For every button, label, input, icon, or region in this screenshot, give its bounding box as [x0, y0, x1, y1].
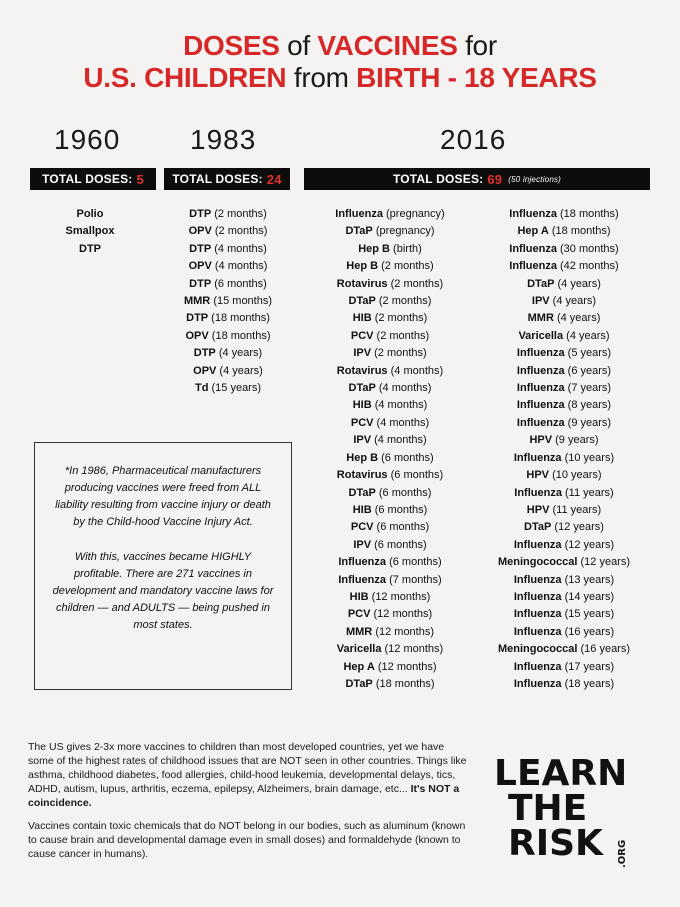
vaccine-dose-row	[484, 659, 644, 676]
vaccine-name: HIB	[349, 590, 369, 603]
vaccine-dose-row	[310, 363, 470, 380]
vaccine-dose-row	[484, 502, 644, 519]
dose-timing: (15 years)	[561, 608, 615, 621]
logo-the: THE	[508, 788, 588, 829]
vaccine-dose-row	[310, 641, 470, 658]
dose-timing: (7 years)	[564, 382, 612, 395]
vaccine-name: Influenza	[509, 208, 557, 220]
vaccine-dose-row	[484, 293, 644, 310]
vaccine-dose-row	[310, 572, 470, 589]
vaccine-name: DTP	[79, 242, 101, 255]
total-number: 69	[487, 171, 503, 187]
vaccine-dose-row	[40, 223, 140, 240]
vaccine-dose-row	[310, 223, 470, 240]
year-1960: 1960	[54, 124, 121, 155]
dose-timing: (18 months)	[372, 677, 435, 690]
vaccine-name: Influenza	[516, 364, 565, 377]
vaccine-dose-row	[310, 380, 470, 397]
vaccine-dose-row	[310, 467, 470, 484]
vaccine-name: Influenza	[513, 590, 562, 603]
dose-timing: (9 years)	[552, 434, 599, 447]
dose-timing: (4 years)	[215, 347, 263, 360]
dose-timing: (pregnancy)	[372, 225, 435, 238]
vaccine-dose-row	[484, 432, 644, 449]
vaccine-name: PCV	[350, 521, 374, 534]
dose-timing: (4 months)	[371, 434, 427, 447]
dose-timing: (5 years)	[564, 347, 612, 360]
dose-timing: (6 months)	[371, 503, 428, 516]
bottom-p1-strong: It's NOT a coincidence.	[28, 783, 460, 809]
vaccine-dose-row	[484, 537, 644, 554]
dose-timing: (6 months)	[387, 469, 444, 482]
dose-timing: (9 years)	[564, 416, 612, 429]
dose-timing: (18 months)	[208, 312, 270, 325]
vaccine-dose-row	[162, 328, 294, 345]
dose-timing: (4 months)	[211, 260, 268, 273]
liability-note-p2: With this, vaccines became HIGHLY profitable. There are 271 vaccines in development and mandatory vaccine laws for children — and ADULTS — being pushed in most states.	[52, 551, 274, 631]
vaccine-dose-row	[484, 328, 644, 345]
dose-timing: (12 years)	[561, 538, 615, 551]
vaccine-name: HPV	[526, 469, 550, 482]
vaccine-name: DTP	[189, 277, 212, 290]
dose-timing: (2 months)	[375, 295, 432, 308]
learn-the-risk-logo	[494, 753, 634, 868]
dose-timing: (6 months)	[386, 556, 442, 569]
vaccine-name: Influenza	[338, 556, 387, 569]
title-for: for	[457, 30, 497, 61]
dose-timing: (18 months)	[548, 225, 611, 238]
dose-timing: (pregnancy)	[382, 208, 445, 220]
vaccine-dose-row	[310, 206, 470, 223]
vaccine-name: Rotavirus	[336, 277, 388, 290]
vaccine-name: Influenza	[516, 347, 565, 360]
vaccine-dose-row	[162, 276, 294, 293]
vaccine-dose-row	[162, 206, 294, 223]
vaccine-dose-row	[310, 502, 470, 519]
vaccine-dose-row	[484, 519, 644, 536]
vaccine-name: PCV	[347, 608, 371, 621]
bottom-text	[28, 740, 468, 870]
total-doses-1983	[164, 168, 290, 190]
vaccine-name: Td	[194, 382, 209, 395]
dose-timing: (4 months)	[211, 242, 267, 255]
vaccine-dose-row	[310, 276, 470, 293]
vaccine-name: DTP	[186, 312, 209, 325]
vaccine-name: Hep B	[358, 242, 390, 255]
vaccine-name: OPV	[185, 329, 209, 342]
dose-timing: (4 years)	[553, 312, 601, 325]
vaccine-dose-row	[310, 310, 470, 327]
dose-timing: (7 months)	[386, 573, 442, 586]
dose-timing: (4 years)	[216, 364, 263, 377]
dose-timing: (4 months)	[371, 399, 428, 412]
vaccine-dose-row	[310, 432, 470, 449]
dose-timing: (4 years)	[563, 329, 610, 342]
total-label: TOTAL DOSES:	[392, 172, 484, 186]
dose-timing: (12 months)	[370, 608, 433, 621]
liability-note-p1: *In 1986, Pharmaceutical manufacturers producing vaccines were freed from ALL liability resulting from vaccine injury or death by the Child-hood Vaccine Injury Act.	[55, 465, 271, 528]
vaccine-name: HIB	[352, 399, 372, 412]
vaccine-dose-row	[310, 328, 470, 345]
vaccine-dose-row	[484, 363, 644, 380]
dose-timing: (6 months)	[373, 521, 430, 534]
vaccine-name: PCV	[350, 329, 374, 342]
vaccine-dose-row	[484, 345, 644, 362]
vaccine-name: HIB	[352, 503, 372, 516]
vaccine-dose-row	[310, 258, 470, 275]
dose-timing: (12 months)	[372, 625, 435, 638]
dose-timing: (4 months)	[375, 382, 432, 395]
vaccine-dose-row	[162, 310, 294, 327]
dose-timing: (4 years)	[554, 277, 601, 290]
vaccine-name: DTaP	[348, 486, 376, 499]
liability-note-box	[34, 442, 292, 690]
vaccine-dose-row	[310, 415, 470, 432]
dose-timing: (18 years)	[561, 677, 615, 690]
vaccine-name: Influenza	[509, 260, 557, 273]
vaccine-name: Hep B	[346, 260, 379, 273]
dose-timing: (10 years)	[561, 451, 615, 464]
dose-timing: (12 years)	[577, 556, 631, 569]
dose-timing: (15 years)	[208, 382, 262, 395]
vaccine-dose-row	[310, 537, 470, 554]
title-of: of	[279, 30, 318, 61]
vaccine-dose-row	[484, 554, 644, 571]
total-label: TOTAL DOSES:	[42, 172, 133, 186]
dose-timing: (18 months)	[556, 208, 619, 220]
dose-timing: (4 months)	[387, 364, 444, 377]
vaccine-dose-row	[162, 223, 294, 240]
vaccine-dose-row	[484, 450, 644, 467]
vaccine-dose-row	[310, 397, 470, 414]
dose-timing: (6 months)	[211, 277, 267, 290]
vaccine-name: DTaP	[524, 521, 552, 534]
dose-timing: (12 years)	[551, 521, 604, 534]
title-vaccines: VACCINES	[317, 30, 458, 61]
vaccine-dose-row	[162, 345, 294, 362]
vaccine-name: Varicella	[518, 329, 564, 342]
vaccine-dose-row	[484, 258, 644, 275]
dose-timing: (16 years)	[577, 643, 631, 656]
dose-timing: (12 months)	[368, 590, 431, 603]
vaccine-dose-row	[484, 241, 644, 258]
dose-timing: (4 years)	[549, 295, 597, 308]
vaccine-name: Polio	[76, 208, 104, 220]
vaccine-name: Meningococcal	[497, 556, 578, 569]
dose-timing: (4 months)	[373, 416, 430, 429]
vaccine-dose-row	[484, 415, 644, 432]
vaccine-name: Rotavirus	[336, 364, 388, 377]
vaccine-dose-row	[484, 624, 644, 641]
total-number: 24	[266, 171, 282, 187]
vaccine-name: Hep A	[517, 225, 549, 238]
vaccine-name: HPV	[526, 503, 550, 516]
vaccine-name: IPV	[353, 347, 372, 360]
dose-timing: (birth)	[390, 242, 422, 255]
vaccine-dose-row	[484, 641, 644, 658]
vaccine-dose-row	[484, 676, 644, 693]
vaccine-name: DTP	[189, 242, 212, 255]
vaccine-name: Meningococcal	[497, 643, 578, 656]
vaccine-name: Hep B	[346, 451, 379, 464]
dose-timing: (15 months)	[210, 295, 273, 308]
vaccine-dose-row	[484, 572, 644, 589]
vaccine-dose-row	[310, 624, 470, 641]
vaccine-dose-row	[162, 293, 294, 310]
vaccine-dose-row	[310, 485, 470, 502]
dose-timing: (2 months)	[373, 329, 430, 342]
schedule-1960	[40, 206, 140, 258]
total-doses-2016	[304, 168, 650, 190]
vaccine-name: DTaP	[527, 277, 555, 290]
vaccine-dose-row	[162, 241, 294, 258]
vaccine-dose-row	[310, 450, 470, 467]
vaccine-dose-row	[310, 293, 470, 310]
year-1983: 1983	[190, 124, 257, 155]
vaccine-name: OPV	[193, 364, 217, 377]
vaccine-dose-row	[484, 310, 644, 327]
dose-timing: (12 months)	[374, 660, 437, 673]
dose-timing: (14 years)	[561, 590, 615, 603]
vaccine-name: DTaP	[345, 677, 373, 690]
dose-timing: (42 months)	[556, 260, 619, 273]
dose-timing: (2 months)	[211, 225, 268, 238]
dose-timing: (6 years)	[564, 364, 612, 377]
vaccine-dose-row	[310, 554, 470, 571]
dose-timing: (12 months)	[381, 643, 444, 656]
vaccine-name: Influenza	[516, 416, 565, 429]
dose-timing: (8 years)	[564, 399, 612, 412]
total-doses-1960	[30, 168, 156, 190]
dose-timing: (2 months)	[387, 277, 444, 290]
vaccine-name: Hep A	[343, 660, 375, 673]
vaccine-name: HIB	[352, 312, 372, 325]
vaccine-dose-row	[310, 659, 470, 676]
vaccine-name: Influenza	[513, 451, 562, 464]
total-number: 5	[136, 171, 144, 187]
vaccine-name: Influenza	[513, 660, 562, 673]
logo-org: .ORG	[617, 839, 628, 868]
vaccine-name: Influenza	[338, 573, 387, 586]
vaccine-name: Varicella	[336, 643, 382, 656]
year-2016: 2016	[440, 124, 507, 155]
vaccine-dose-row	[310, 345, 470, 362]
vaccine-dose-row	[310, 606, 470, 623]
vaccine-dose-row	[162, 363, 294, 380]
title-us-children: U.S. CHILDREN	[83, 62, 287, 93]
vaccine-name: PCV	[350, 416, 374, 429]
vaccine-dose-row	[310, 676, 470, 693]
vaccine-name: Influenza	[513, 538, 562, 551]
vaccine-name: IPV	[531, 295, 550, 308]
vaccine-dose-row	[484, 276, 644, 293]
dose-timing: (2 months)	[378, 260, 434, 273]
total-label: TOTAL DOSES:	[172, 172, 263, 186]
vaccine-name: DTaP	[345, 225, 373, 238]
dose-timing: (6 months)	[375, 486, 432, 499]
title-birth-18: BIRTH - 18 YEARS	[356, 62, 597, 93]
vaccine-dose-row	[484, 467, 644, 484]
schedule-2016-left	[310, 206, 470, 693]
dose-timing: (16 years)	[561, 625, 615, 638]
poster-title	[0, 30, 680, 94]
vaccine-dose-row	[162, 380, 294, 397]
dose-timing: (17 years)	[561, 660, 615, 673]
bottom-paragraph-1	[28, 740, 468, 810]
vaccine-dose-row	[484, 606, 644, 623]
dose-timing: (6 months)	[371, 538, 427, 551]
dose-timing: (10 years)	[549, 469, 602, 482]
vaccine-name: DTaP	[348, 382, 376, 395]
vaccine-name: DTaP	[348, 295, 376, 308]
vaccine-dose-row	[40, 206, 140, 223]
vaccine-name: IPV	[353, 538, 372, 551]
vaccine-dose-row	[484, 589, 644, 606]
dose-timing: (2 months)	[211, 208, 267, 220]
vaccine-name: Influenza	[514, 486, 562, 499]
vaccine-dose-row	[40, 241, 140, 258]
dose-timing: (2 months)	[371, 312, 428, 325]
vaccine-name: Rotavirus	[336, 469, 388, 482]
vaccine-name: Influenza	[513, 608, 562, 621]
dose-timing: (11 years)	[549, 503, 602, 516]
vaccine-name: MMR	[183, 295, 211, 308]
bottom-p1-text: The US gives 2-3x more vaccines to children than most developed countries, yet we have some of the highest rates of childhood issues that are NOT seen in other countries. Things like asthma, childhood diabetes, food allergies, child-hood leukemia, developmental delays, tics, ADHD, autism, lupus, arthritis, eczema, epilepsy, Alzheimers, brain damage, etc...	[28, 741, 467, 795]
vaccine-name: Influenza	[516, 382, 565, 395]
logo-learn: LEARN	[494, 753, 628, 794]
vaccine-name: IPV	[353, 434, 372, 447]
schedule-2016-right	[484, 206, 644, 693]
vaccine-name: Influenza	[509, 242, 557, 255]
vaccine-dose-row	[484, 397, 644, 414]
schedule-1983	[162, 206, 294, 397]
bottom-paragraph-2: Vaccines contain toxic chemicals that do NOT belong in our bodies, such as aluminum (known to cause brain and developmental damage even in small doses) and formaldehyde (known to cause cancer in humans).	[28, 820, 466, 860]
vaccine-name: MMR	[527, 312, 554, 325]
vaccine-name: OPV	[188, 260, 212, 273]
vaccine-name: Influenza	[513, 573, 562, 586]
vaccine-name: MMR	[345, 625, 373, 638]
vaccine-dose-row	[310, 519, 470, 536]
vaccine-dose-row	[310, 241, 470, 258]
vaccine-dose-row	[484, 485, 644, 502]
vaccine-name: DTP	[193, 347, 216, 360]
injections-note: (50 injections)	[508, 174, 562, 184]
vaccine-name: Influenza	[335, 208, 383, 220]
dose-timing: (2 months)	[371, 347, 427, 360]
vaccine-name: Influenza	[516, 399, 565, 412]
vaccine-dose-row	[484, 206, 644, 223]
dose-timing: (6 months)	[378, 451, 434, 464]
vaccine-name: HPV	[529, 434, 553, 447]
title-from: from	[286, 62, 357, 93]
title-doses: DOSES	[183, 30, 280, 61]
vaccine-name: DTP	[189, 208, 212, 220]
vaccine-name: Influenza	[513, 677, 562, 690]
vaccine-name: OPV	[188, 225, 212, 238]
dose-timing: (30 months)	[556, 242, 619, 255]
vaccine-name: Smallpox	[65, 225, 115, 238]
dose-timing: (11 years)	[561, 486, 614, 499]
dose-timing: (18 months)	[208, 329, 271, 342]
vaccine-dose-row	[162, 258, 294, 275]
vaccine-name: Influenza	[513, 625, 562, 638]
vaccine-dose-row	[484, 380, 644, 397]
dose-timing: (13 years)	[561, 573, 615, 586]
vaccine-dose-row	[310, 589, 470, 606]
logo-risk: RISK	[508, 823, 603, 864]
vaccine-dose-row	[484, 223, 644, 240]
